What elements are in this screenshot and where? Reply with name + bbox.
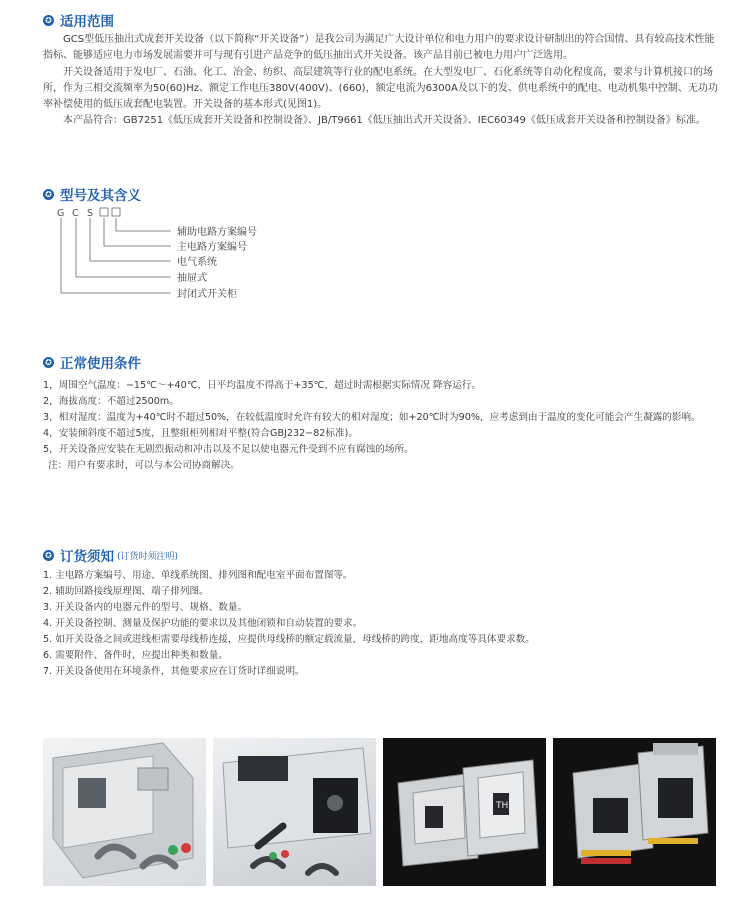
condition-item-5: 5，开关设备应安装在无剧烈振动和冲击以及不足以使电器元件受到不应有腐蚀的场所。 (43, 444, 414, 455)
conditions-heading (43, 352, 141, 372)
star-badge-icon: ✪ (43, 550, 54, 561)
product-photo-drawer-front (213, 738, 376, 886)
label-drawer-type: 抽屉式 (177, 273, 207, 284)
model-code-diagram (43, 205, 303, 305)
condition-note: 注：用户有要求时，可以与本公司协商解决。 (48, 460, 240, 471)
code-letter-g: G (57, 208, 65, 219)
code-letter-c: C (72, 208, 79, 219)
model-heading (43, 184, 141, 204)
order-item-2: 2. 辅助回路接线原理图、端子排列图。 (43, 586, 209, 597)
scope-heading-text: 适用范围 (60, 14, 114, 30)
ordering-heading (43, 545, 178, 565)
product-photo-two-drawers (383, 738, 546, 886)
star-badge-icon: ✪ (43, 15, 54, 26)
ordering-subheading: (订货时须注明) (117, 551, 179, 562)
product-photo-drawer-open (43, 738, 206, 886)
code-box-main (100, 208, 108, 216)
conditions-list (43, 378, 733, 474)
label-electrical-system: 电气系统 (177, 257, 217, 268)
scope-paragraph-1: GCS型低压抽出式成套开关设备（以下简称“开关设备”）是我公司为满足广大设计单位和电力用户的要求设计研制出的符合国情、具有较高技术性能指标、能够适应电力市场发展需要并可与现有引进产品竞争的低压抽出式开关设备。该产品目前已被电力用户广泛选用。 (43, 34, 715, 61)
model-heading-text: 型号及其含义 (60, 188, 141, 204)
order-item-3: 3. 开关设备内的电器元件的型号、规格、数量。 (43, 602, 248, 613)
conditions-heading-text: 正常使用条件 (60, 356, 141, 372)
order-item-6: 6. 需要附件、备件时，应提出种类和数量。 (43, 650, 228, 661)
leader-line-aux (116, 218, 171, 231)
condition-item-1: 1，周围空气温度：−15℃～+40℃，日平均温度不得高于+35℃，超过时需根据实际情况 降容运行。 (43, 380, 481, 391)
leader-line-main (104, 218, 171, 246)
condition-item-3: 3，相对湿度：温度为+40℃时不超过50%，在较低温度时允许有较大的相对湿度；如+20℃时为90%，应考虑到由于温度的变化可能会产生凝露的影响。 (43, 412, 701, 423)
condition-item-2: 2，海拔高度：不超过2500m。 (43, 396, 179, 407)
scope-paragraph-2: 开关设备适用于发电厂、石油、化工、冶金、纺织、高层建筑等行业的配电系统。在大型发电厂、石化系统等自动化程度高，要求与计算机接口的场所，作为三相交流频率为50(60)Hz、额定工作电压380V(400V)、(660)，额定电流为6300A及以下的发、供电系统中的配电、电动机集中控制、无功功率补偿使用的低压成套配电装置。开关设备的基本形式(见图1)。 (43, 67, 718, 110)
label-enclosed-cabinet: 封闭式开关柜 (177, 289, 237, 300)
scope-heading (43, 10, 114, 30)
star-badge-icon: ✪ (43, 189, 54, 200)
order-item-5: 5. 如开关设备之间或进线柜需要母线桥连接，应提供母线桥的额定载流量，母线桥的跨度，距地高度等具体要求数。 (43, 634, 535, 645)
condition-item-4: 4，安装倾斜度不超过5度，且整组柜列相对平整(符合GBJ232−82标准)。 (43, 428, 358, 439)
scope-paragraph-3: 本产品符合：GB7251《低压成套开关设备和控制设备》、JB/T9661《低压抽出式开关设备》、IEC60349《低压成套开关设备和控制设备》标准。 (63, 115, 706, 126)
label-aux-circuit: 辅助电路方案编号 (177, 227, 257, 238)
order-item-4: 4. 开关设备控制、测量及保护功能的要求以及其他闭锁和自动装置的要求。 (43, 618, 363, 629)
ordering-heading-text: 订货须知 (60, 549, 114, 565)
code-letter-s: S (87, 208, 94, 219)
product-photo-cabinet-units (553, 738, 716, 886)
label-main-circuit: 主电路方案编号 (177, 242, 247, 253)
order-item-7: 7. 开关设备使用在环境条件，其他要求应在订货时详细说明。 (43, 666, 305, 677)
order-item-1: 1. 主电路方案编号、用途、单线系统图、排列图和配电室平面布置图等。 (43, 570, 353, 581)
leader-line-electrical (90, 218, 171, 261)
code-box-aux (112, 208, 120, 216)
ordering-list (43, 568, 733, 680)
svg-text:TH: TH (496, 801, 509, 811)
star-badge-icon: ✪ (43, 357, 54, 368)
